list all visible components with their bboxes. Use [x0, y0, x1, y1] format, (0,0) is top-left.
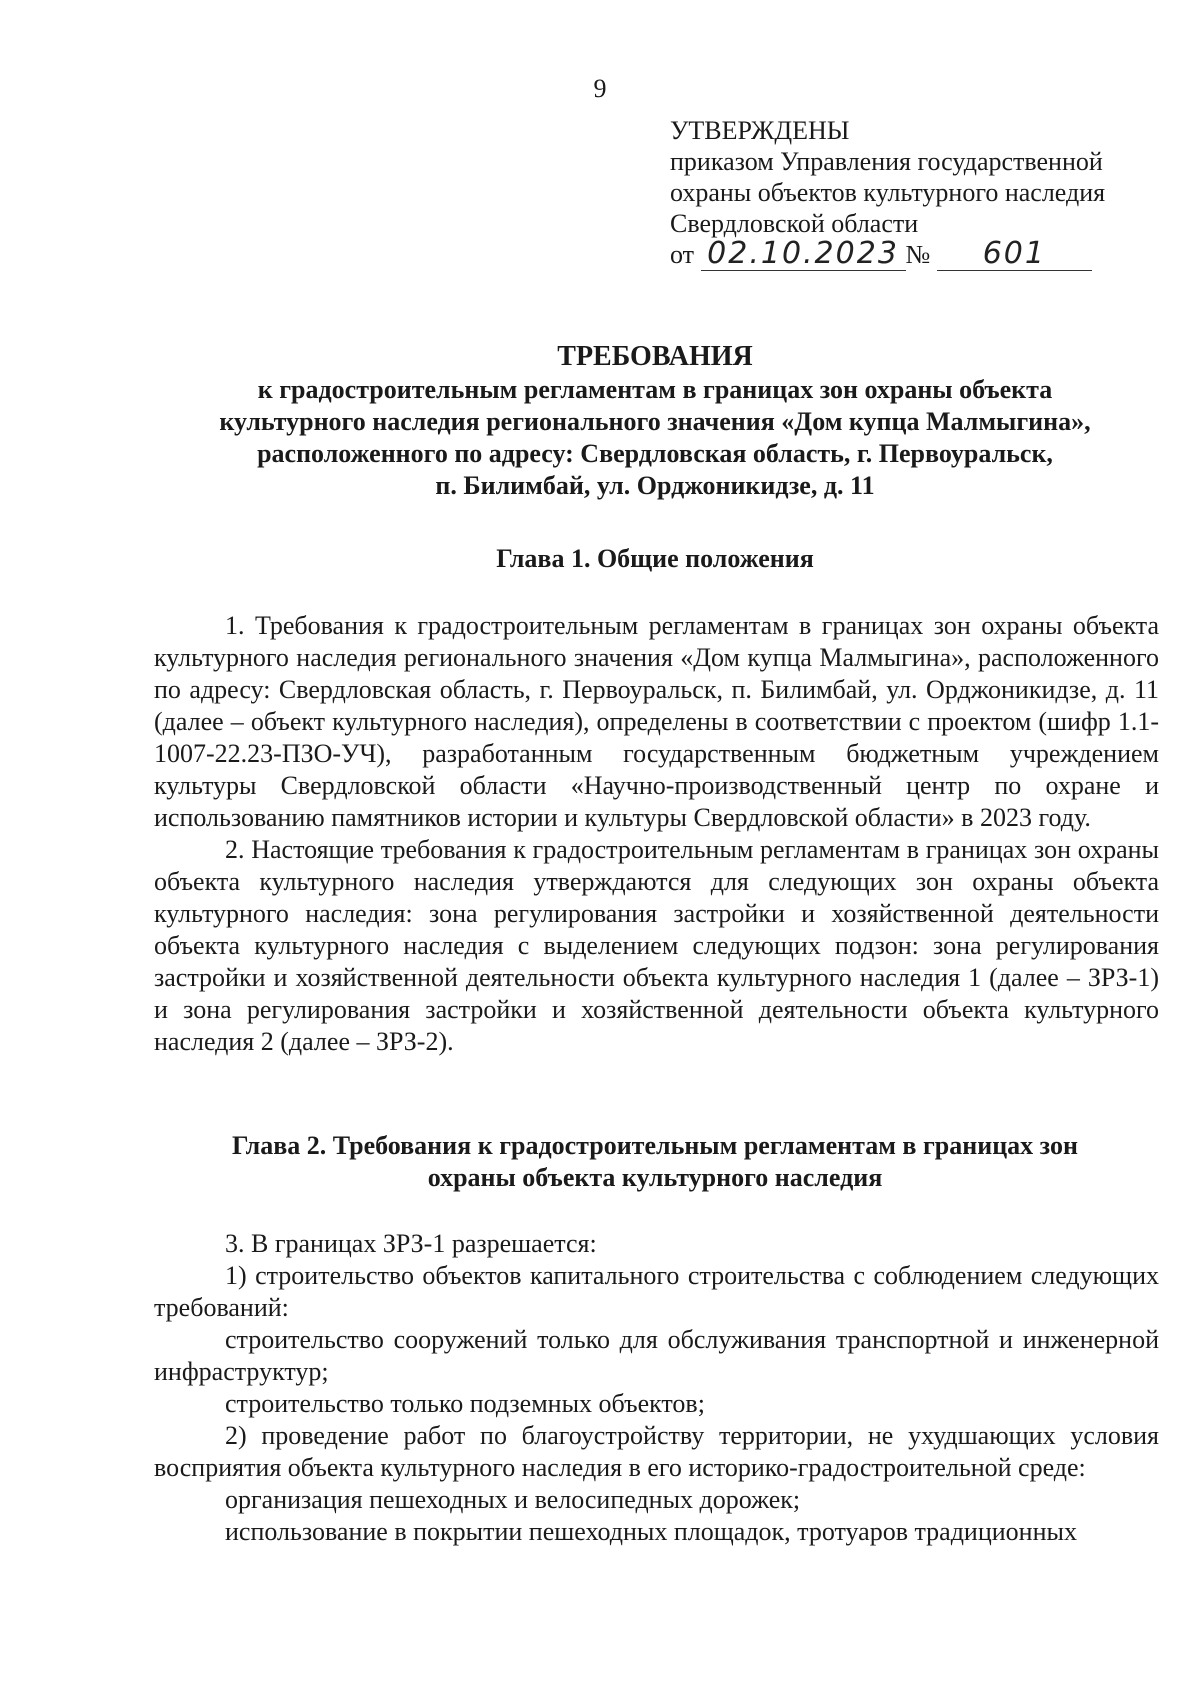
- chapter-2-heading: [150, 1130, 1160, 1194]
- chapter-2-heading-line: охраны объекта культурного наследия: [427, 1163, 883, 1192]
- document-subtitle-line: расположенного по адресу: Свердловская область, г. Первоуральск,: [257, 439, 1053, 468]
- paragraph: 1) строительство объектов капитального строительства с соблюдением следующих требований:: [154, 1261, 1159, 1322]
- chapter-1-heading: Глава 1. Общие положения: [496, 544, 814, 573]
- chapter-1-body: [154, 610, 1159, 1058]
- paragraph: 1. Требования к градостроительным регламентам в границах зон охраны объекта культурного наследия регионального значения «Дом купца Малмыгина», расположенного по адресу: Свердловская область, г. Первоуральск, п. Билимбай, ул. Орджоникидзе, д. 11 (далее – объект культурного наследия), определены в соответствии с проектом (шифр 1.1-1007-22.23-ПЗО-УЧ), разработанным государственным бюджетным учреждением культуры Свердловской области «Научно-производственный центр по охране и использованию памятников истории и культуры Свердловской области» в 2023 году.: [154, 611, 1159, 832]
- document-subtitle-line: п. Билимбай, ул. Орджоникидзе, д. 11: [435, 471, 875, 500]
- approval-heading: УТВЕРЖДЕНЫ: [670, 116, 850, 145]
- approval-block: [670, 115, 1170, 271]
- approval-line: охраны объектов культурного наследия: [670, 178, 1106, 207]
- number-prefix: №: [905, 240, 931, 269]
- date-prefix: от: [670, 240, 695, 269]
- chapter-2-body: [154, 1228, 1159, 1548]
- handwritten-number: 601: [982, 236, 1046, 271]
- document-subtitle-line: к градостроительным регламентам в границах зон охраны объекта: [257, 375, 1053, 404]
- handwritten-date: 02.10.2023: [707, 236, 899, 271]
- page-number: 9: [593, 74, 607, 103]
- number-field: [937, 236, 1092, 271]
- approval-line: приказом Управления государственной: [670, 147, 1103, 176]
- approval-line: Свердловской области: [670, 209, 919, 238]
- chapter-2-heading-line: Глава 2. Требования к градостроительным регламентам в границах зон: [232, 1131, 1078, 1160]
- paragraph: 2. Настоящие требования к градостроительным регламентам в границах зон охраны объекта культурного наследия утверждаются для следующих зон охраны объекта культурного наследия: зона регулирования застройки и хозяйственной деятельности объекта культурного наследия с выделением следующих подзон: зона регулирования застройки и хозяйственной деятельности объекта культурного наследия 1 (далее – ЗРЗ-1) и зона регулирования застройки и хозяйственной деятельности объекта культурного наследия 2 (далее – ЗРЗ-2).: [154, 835, 1159, 1056]
- paragraph: использование в покрытии пешеходных площадок, тротуаров традиционных: [225, 1517, 1077, 1546]
- paragraph: 2) проведение работ по благоустройству территории, не ухудшающих условия восприятия объекта культурного наследия в его историко-градостроительной среде:: [154, 1421, 1159, 1482]
- date-field: [701, 236, 906, 271]
- paragraph: строительство сооружений только для обслуживания транспортной и инженерной инфраструктур;: [154, 1325, 1159, 1386]
- document-subtitle-line: культурного наследия регионального значения «Дом купца Малмыгина»,: [219, 407, 1091, 436]
- paragraph: 3. В границах ЗРЗ-1 разрешается:: [225, 1229, 597, 1258]
- document-title: ТРЕБОВАНИЯ: [557, 341, 753, 372]
- paragraph: организация пешеходных и велосипедных дорожек;: [225, 1485, 801, 1514]
- paragraph: строительство только подземных объектов;: [225, 1389, 705, 1418]
- document-title-block: [150, 340, 1160, 502]
- approval-date-number-line: [670, 236, 1170, 271]
